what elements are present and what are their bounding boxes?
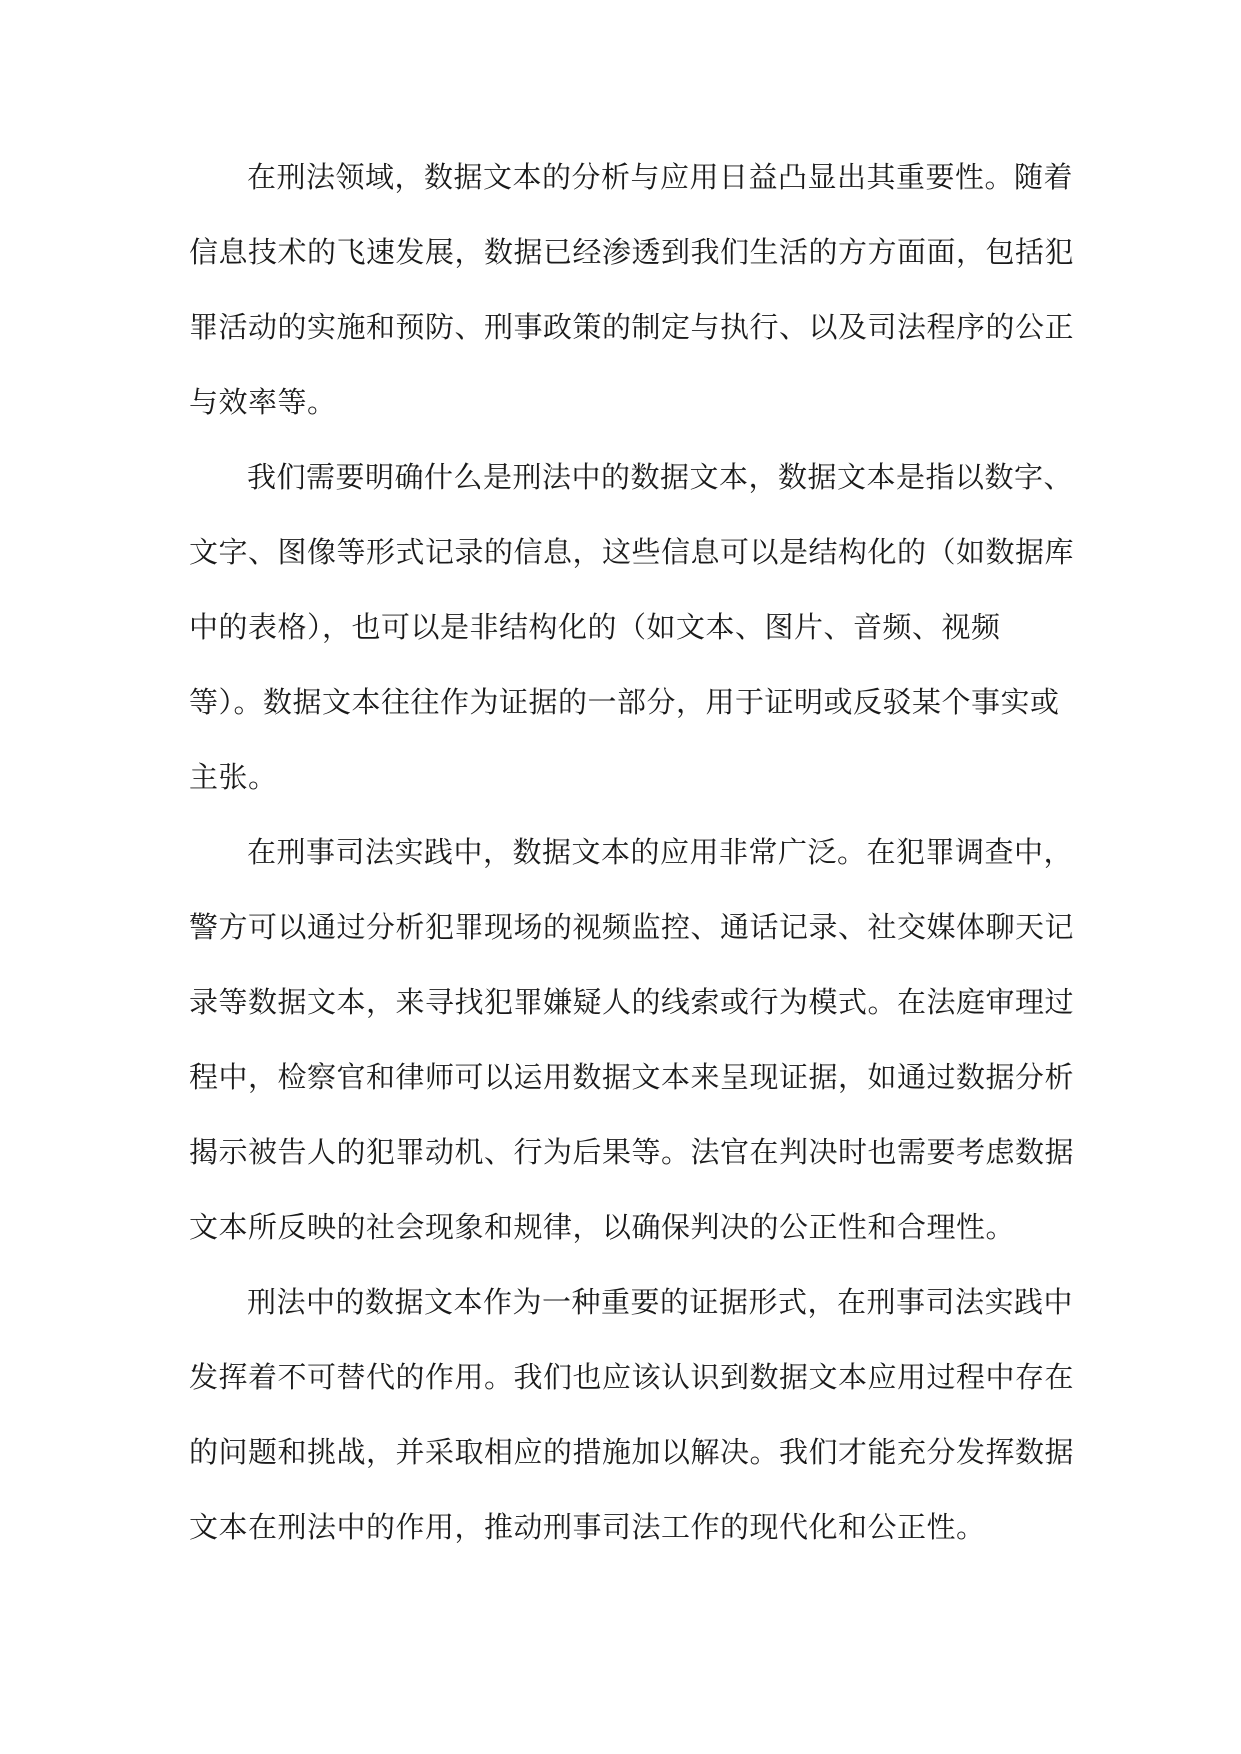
text-line: 文字、图像等形式记录的信息，这些信息可以是结构化的（如数据库 — [189, 535, 1075, 569]
paragraph — [189, 815, 1075, 1265]
text-line: 等）。数据文本往往作为证据的一部分，用于证明或反驳某个事实或 — [189, 685, 1060, 719]
paragraph — [189, 140, 1075, 440]
text-line: 主张。 — [189, 760, 278, 794]
text-line: 在刑法领域，数据文本的分析与应用日益凸显出其重要性。随着 — [247, 160, 1074, 194]
text-line: 警方可以通过分析犯罪现场的视频监控、通话记录、社交媒体聊天记 — [189, 910, 1075, 944]
text-line: 罪活动的实施和预防、刑事政策的制定与执行、以及司法程序的公正 — [189, 310, 1075, 344]
text-line: 中的表格），也可以是非结构化的（如文本、图片、音频、视频 — [189, 610, 1001, 644]
text-line: 刑法中的数据文本作为一种重要的证据形式，在刑事司法实践中 — [247, 1285, 1074, 1319]
paragraph — [189, 1265, 1075, 1565]
paragraph — [189, 440, 1075, 815]
text-line: 与效率等。 — [189, 385, 337, 419]
text-line: 在刑事司法实践中，数据文本的应用非常广泛。在犯罪调查中， — [247, 835, 1074, 869]
text-line: 程中，检察官和律师可以运用数据文本来呈现证据，如通过数据分析 — [189, 1060, 1075, 1094]
document-body — [189, 140, 1075, 1565]
text-line: 的问题和挑战，并采取相应的措施加以解决。我们才能充分发挥数据 — [189, 1435, 1075, 1469]
text-line: 文本在刑法中的作用，推动刑事司法工作的现代化和公正性。 — [189, 1510, 986, 1544]
text-line: 信息技术的飞速发展，数据已经渗透到我们生活的方方面面，包括犯 — [189, 235, 1075, 269]
text-line: 我们需要明确什么是刑法中的数据文本，数据文本是指以数字、 — [247, 460, 1074, 494]
text-line: 文本所反映的社会现象和规律，以确保判决的公正性和合理性。 — [189, 1210, 1016, 1244]
text-line: 发挥着不可替代的作用。我们也应该认识到数据文本应用过程中存在 — [189, 1360, 1075, 1394]
text-line: 揭示被告人的犯罪动机、行为后果等。法官在判决时也需要考虑数据 — [189, 1135, 1075, 1169]
text-line: 录等数据文本，来寻找犯罪嫌疑人的线索或行为模式。在法庭审理过 — [189, 985, 1075, 1019]
